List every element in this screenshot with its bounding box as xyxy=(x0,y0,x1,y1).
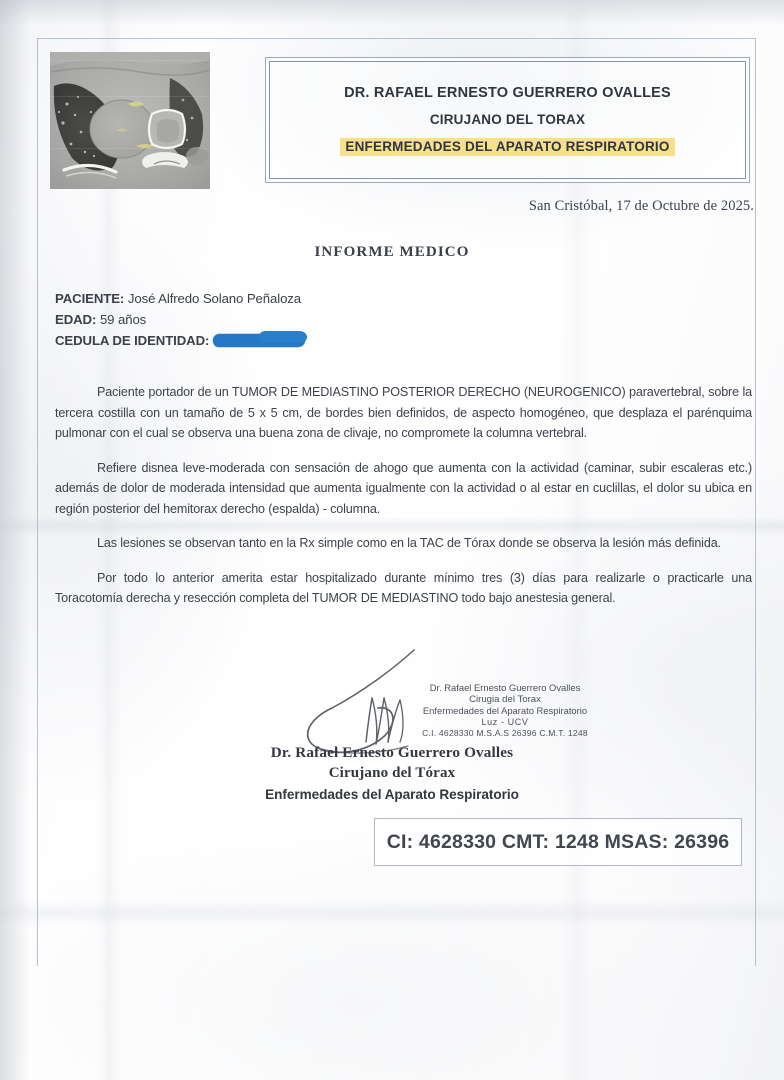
credential-specialty: Enfermedades del Aparato Respiratorio xyxy=(265,787,519,802)
page-title: INFORME MEDICO xyxy=(314,244,470,260)
report-paragraph: Por todo lo anterior amerita estar hospitalizado durante mínimo tres (3) días para realizarle o practicarle una Toracotomía derecha y resección completa del TUMOR DE MEDIASTINO todo bajo anestesia general. xyxy=(55,570,752,605)
letterhead-subspecialty-highlighted: ENFERMEDADES DEL APARATO RESPIRATORIO xyxy=(340,138,674,156)
page-margin-rule-right xyxy=(755,38,756,966)
stamp-line-registration: C.I. 4628330 M.S.A.S 26396 C.M.T. 1248 xyxy=(422,728,588,738)
page-top-shadow xyxy=(0,0,784,26)
stamp-line-name: Dr. Rafael Ernesto Guerrero Ovalles xyxy=(429,682,581,693)
report-body xyxy=(55,382,752,609)
redaction-mark-icon xyxy=(213,334,305,347)
patient-age-value: 59 años xyxy=(99,312,147,327)
patient-age-label: EDAD: xyxy=(55,312,97,327)
registration-number-text: CI: 4628330 CMT: 1248 MSAS: 26396 xyxy=(386,830,730,853)
document-date: San Cristóbal, 17 de Octubre de 2025. xyxy=(528,198,754,214)
letterhead-specialty: CIRUJANO DEL TORAX xyxy=(429,111,586,127)
stamp-line-role: Cirugia del Torax xyxy=(469,693,541,705)
registration-number-box xyxy=(374,818,742,866)
patient-row-age xyxy=(55,309,695,330)
credential-role: Cirujano del Tórax xyxy=(328,765,456,781)
page-left-shadow xyxy=(0,0,30,1080)
physician-rubber-stamp xyxy=(385,682,625,740)
letterhead-row xyxy=(50,52,750,192)
credential-doctor-name: Dr. Rafael Ernesto Guerrero Ovalles xyxy=(270,744,514,761)
letterhead-inner-frame xyxy=(269,61,746,179)
letterhead-box xyxy=(265,57,750,183)
letterhead-doctor-name: DR. RAFAEL ERNESTO GUERRERO OVALLES xyxy=(344,84,671,101)
page-margin-rule-top xyxy=(37,38,756,39)
patient-name-label: PACIENTE: xyxy=(55,291,125,306)
patient-info-block xyxy=(55,288,695,351)
report-paragraph: Refiere disnea leve-moderada con sensación de ahogo que aumenta con la actividad (caminar, subir escaleras etc.) además de dolor de moderada intensidad que aumenta igualmente con la actividad o al estar en cuclillas, el dolor su ubica en región posterior del hemitorax derecho (espalda) - columna. xyxy=(55,460,752,516)
signature-credential-block xyxy=(0,742,784,806)
patient-row-id xyxy=(55,330,695,351)
report-paragraph: Paciente portador de un TUMOR DE MEDIASTINO POSTERIOR DERECHO (NEUROGENICO) paravertebral, sobre la tercera costilla con un tamaño de 5 x 5 cm, de bordes bien definidos, de aspecto homogéneo, que desplaza el parénquima pulmonar con el cual se observa una buena zona de clivaje, no compromete la columna vertebral. xyxy=(55,385,752,440)
patient-name-value: José Alfredo Solano Peñaloza xyxy=(127,291,302,306)
page-margin-rule-left xyxy=(37,38,38,966)
paper-crease xyxy=(0,900,784,926)
patient-row-name xyxy=(55,288,695,309)
stamp-line-university: Luz - UCV xyxy=(481,716,529,727)
report-paragraph: Las lesiones se observan tanto en la Rx simple como en la TAC de Tórax donde se observa la lesión más definida. xyxy=(97,536,721,550)
ct-chest-axial-thumbnail xyxy=(50,52,210,189)
stamp-line-specialty: Enfermedades del Aparato Respiratorio xyxy=(422,705,588,716)
patient-id-label: CEDULA DE IDENTIDAD: xyxy=(55,333,210,348)
